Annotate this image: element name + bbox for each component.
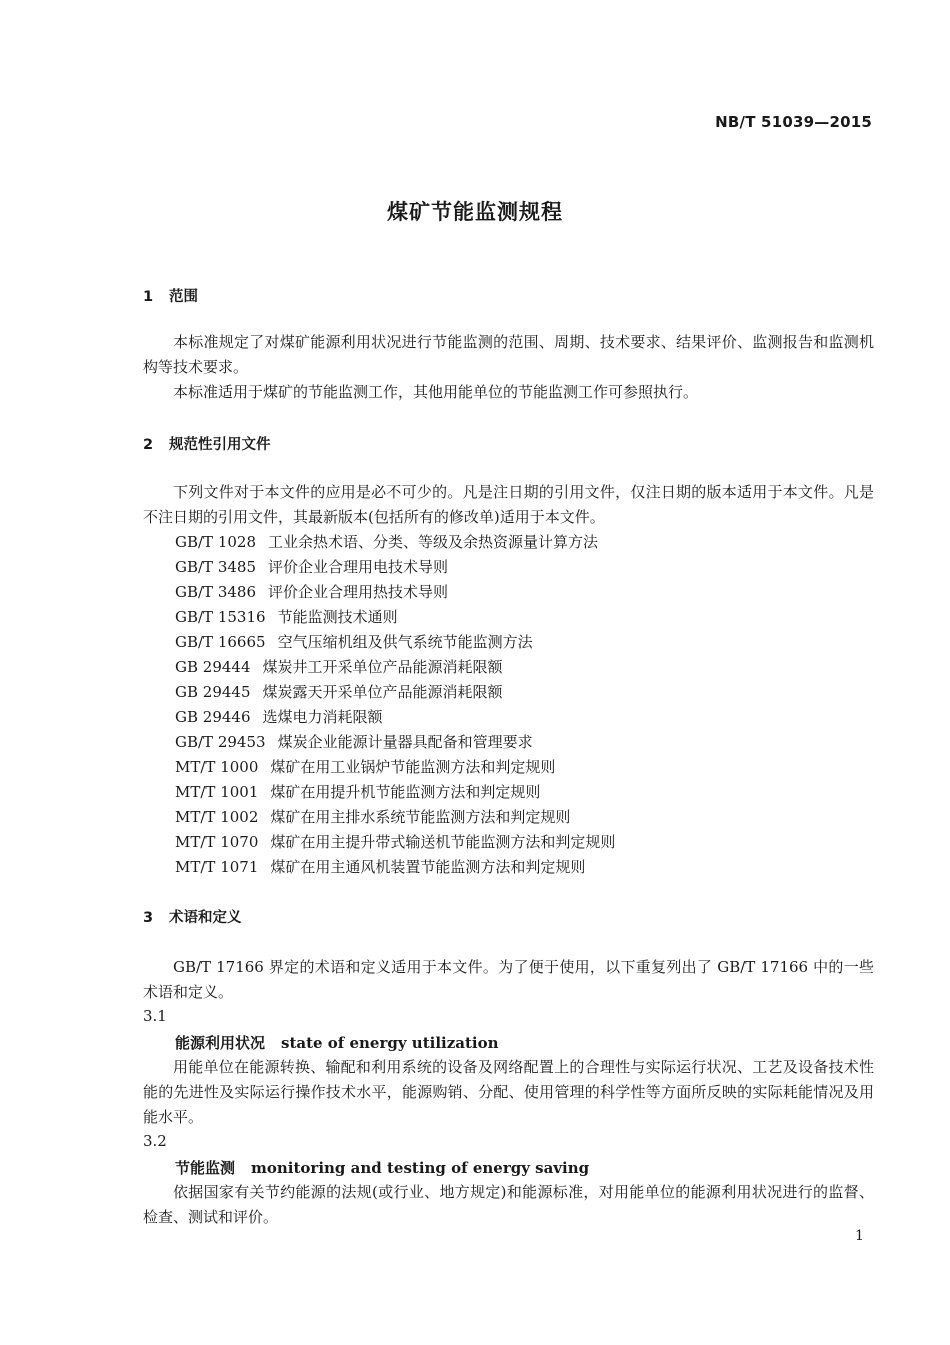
reference-code: GB 29445 (175, 683, 251, 701)
reference-code: MT/T 1001 (175, 783, 259, 801)
reference-title: 煤矿在用主提升带式输送机节能监测方法和判定规则 (270, 833, 616, 851)
term-chinese: 能源利用状况 (175, 1034, 266, 1052)
term-heading (175, 1032, 499, 1053)
section-3-intro: GB/T 17166 界定的术语和定义适用于本文件。为了便于使用，以下重复列出了 GB/T 17166 中的一些术语和定义。 (143, 958, 874, 1001)
standard-number: NB/T 51039—2015 (715, 113, 872, 131)
reference-title: 煤炭井工开采单位产品能源消耗限额 (262, 658, 503, 676)
reference-title: 选煤电力消耗限额 (262, 708, 383, 726)
reference-title: 煤矿在用主通风机装置节能监测方法和判定规则 (270, 858, 586, 876)
reference-item (175, 730, 615, 755)
reference-item (175, 830, 615, 855)
reference-title: 煤炭露天开采单位产品能源消耗限额 (262, 683, 503, 701)
reference-code: MT/T 1002 (175, 808, 259, 826)
reference-title: 煤矿在用提升机节能监测方法和判定规则 (270, 783, 541, 801)
reference-item (175, 530, 615, 555)
normative-reference-list (175, 530, 615, 880)
page-number: 1 (855, 1228, 864, 1244)
reference-code: MT/T 1070 (175, 833, 259, 851)
reference-item (175, 805, 615, 830)
reference-code: GB/T 3486 (175, 583, 257, 601)
term-english: state of energy utilization (281, 1034, 499, 1052)
term-number: 3.1 (143, 1007, 167, 1025)
section-3-heading (143, 906, 242, 927)
reference-code: GB 29444 (175, 658, 251, 676)
section-1-heading (143, 285, 198, 306)
reference-title: 节能监测技术通则 (277, 608, 398, 626)
reference-item (175, 755, 615, 780)
reference-item (175, 855, 615, 880)
section-title: 范围 (169, 289, 198, 305)
reference-title: 评价企业合理用电技术导则 (268, 558, 449, 576)
section-2-heading (143, 433, 271, 454)
term-number: 3.2 (143, 1132, 167, 1150)
reference-item (175, 555, 615, 580)
reference-title: 煤炭企业能源计量器具配备和管理要求 (277, 733, 533, 751)
reference-code: GB/T 15316 (175, 608, 266, 626)
reference-title: 评价企业合理用热技术导则 (268, 583, 449, 601)
section-title: 规范性引用文件 (169, 437, 271, 453)
term-chinese: 节能监测 (175, 1159, 236, 1177)
reference-code: GB 29446 (175, 708, 251, 726)
reference-item (175, 655, 615, 680)
reference-title: 煤矿在用主排水系统节能监测方法和判定规则 (270, 808, 571, 826)
reference-code: GB/T 16665 (175, 633, 266, 651)
reference-code: GB/T 3485 (175, 558, 257, 576)
section-number: 2 (143, 437, 154, 453)
reference-item (175, 605, 615, 630)
term-heading (175, 1157, 589, 1178)
reference-item (175, 705, 615, 730)
section-number: 1 (143, 289, 154, 305)
term-definition: 用能单位在能源转换、输配和利用系统的设备及网络配置上的合理性与实际运行状况、工艺及设备技术性能的先进性及实际运行操作技术水平，能源购销、分配、使用管理的科学性等方面所反映的实际耗能情况及用能水平。 (143, 1058, 874, 1126)
term-english: monitoring and testing of energy saving (251, 1159, 590, 1177)
reference-title: 煤矿在用工业锅炉节能监测方法和判定规则 (270, 758, 556, 776)
section-title: 术语和定义 (169, 910, 242, 926)
document-title: 煤矿节能监测规程 (387, 200, 563, 224)
section-1-paragraph-1: 本标准规定了对煤矿能源利用状况进行节能监测的范围、周期、技术要求、结果评价、监测报告和监测机构等技术要求。 (143, 333, 874, 376)
reference-item (175, 630, 615, 655)
reference-title: 空气压缩机组及供气系统节能监测方法 (277, 633, 533, 651)
reference-code: GB/T 29453 (175, 733, 266, 751)
reference-item (175, 580, 615, 605)
reference-title: 工业余热术语、分类、等级及余热资源量计算方法 (268, 533, 599, 551)
section-1-paragraph-2: 本标准适用于煤矿的节能监测工作，其他用能单位的节能监测工作可参照执行。 (173, 383, 699, 401)
section-2-intro: 下列文件对于本文件的应用是必不可少的。凡是注日期的引用文件，仅注日期的版本适用于本文件。凡是不注日期的引用文件，其最新版本(包括所有的修改单)适用于本文件。 (143, 483, 874, 526)
reference-item (175, 680, 615, 705)
reference-code: MT/T 1071 (175, 858, 259, 876)
term-definition: 依据国家有关节约能源的法规(或行业、地方规定)和能源标准，对用能单位的能源利用状况进行的监督、检查、测试和评价。 (143, 1183, 874, 1226)
reference-code: MT/T 1000 (175, 758, 259, 776)
section-number: 3 (143, 910, 154, 926)
reference-code: GB/T 1028 (175, 533, 257, 551)
reference-item (175, 780, 615, 805)
